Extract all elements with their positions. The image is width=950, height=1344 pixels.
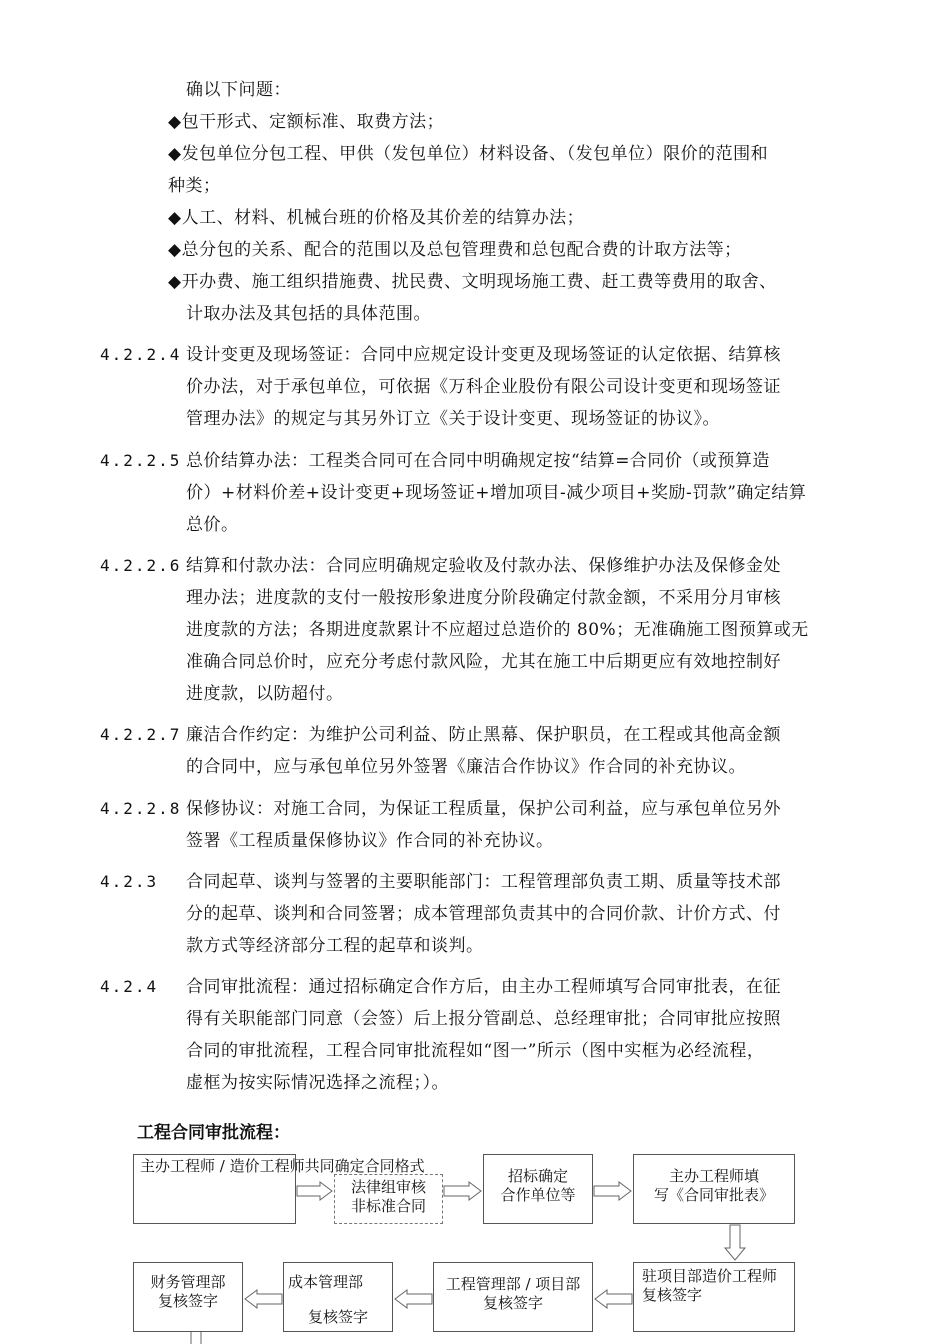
section-text: 结算和付款办法：合同应明确规定验收及付款办法、保修维护办法及保修金处 (186, 556, 781, 576)
flow-box-engineering-dept (433, 1262, 593, 1332)
section-text: 设计变更及现场签证：合同中应规定设计变更及现场签证的认定依据、结算核 (186, 345, 781, 365)
section-text: 准确合同总价时，应充分考虑付款风险，尤其在施工中后期更应有效地控制好 (186, 652, 781, 672)
section-text: 理办法；进度款的支付一般按形象进度分阶段确定付款金额，不采用分月审核 (186, 588, 781, 608)
section-text: 合同起草、谈判与签署的主要职能部门：工程管理部负责工期、质量等技术部 (186, 872, 781, 892)
section-number: 4.2.4 (100, 977, 159, 996)
flow-box-cost-dept-l1: 成本管理部 (288, 1273, 364, 1291)
section-number: 4.2.2.5 (100, 451, 182, 470)
flow-box-finance-dept-l2: 复核签字 (157, 1292, 218, 1310)
arrow-left-icon (393, 1289, 433, 1309)
section-text: 进度款的方法；各期进度款累计不应超过总造价的 80%；无准确施工图预算或无 (186, 620, 809, 640)
section-text: 总价。 (186, 515, 239, 535)
bullet-item: ◆总分包的关系、配合的范围以及总包管理费和总包配合费的计取方法等； (168, 240, 742, 260)
section-text: 的合同中，应与承包单位另外签署《廉洁合作协议》作合同的补充协议。 (186, 757, 746, 777)
bullet-item-cont: 计取办法及其包括的具体范围。 (186, 304, 431, 324)
flow-box-finance-dept (133, 1262, 243, 1332)
flow-box-fill-form-l1: 主办工程师填 (668, 1167, 759, 1185)
flow-box-site-cost-engineer-l1: 驻项目部造价工程师 (642, 1267, 778, 1285)
arrow-down-icon (186, 1332, 206, 1344)
section-number: 4.2.2.8 (100, 799, 182, 818)
section-text: 签署《工程质量保修协议》作合同的补充协议。 (186, 831, 554, 851)
bullet-item-cont: 种类； (168, 176, 221, 196)
flowchart-title: 工程合同审批流程： (137, 1123, 290, 1143)
flow-box-finance-dept-l1: 财务管理部 (150, 1273, 226, 1291)
flow-box-legal-review (334, 1174, 443, 1224)
section-text: 进度款，以防超付。 (186, 684, 344, 704)
bullet-item: ◆人工、材料、机械台班的价格及其价差的结算办法； (168, 208, 585, 228)
bullet-item: ◆开办费、施工组织措施费、扰民费、文明现场施工费、赶工费等费用的取舍、 (168, 272, 777, 292)
bullet-item: ◆包干形式、定额标准、取费方法； (168, 112, 445, 132)
arrow-down-icon (724, 1224, 746, 1262)
flow-box-cost-dept-l2: 复核签字 (308, 1308, 369, 1326)
flow-box-site-cost-engineer (633, 1262, 795, 1332)
section-number: 4.2.2.7 (100, 725, 182, 744)
section-text: 分的起草、谈判和合同签署；成本管理部负责其中的合同价款、计价方式、付 (186, 904, 781, 924)
section-text: 廉洁合作约定：为维护公司利益、防止黑幕、保护职员，在工程或其他高金额 (186, 725, 781, 745)
flow-box-tender (483, 1154, 593, 1224)
section-number: 4.2.3 (100, 872, 159, 891)
arrow-right-icon (593, 1181, 633, 1201)
section-text: 管理办法》的规定与其另外订立《关于设计变更、现场签证的协议》。 (186, 409, 720, 429)
flow-box-legal-review-l2: 非标准合同 (350, 1197, 426, 1215)
flow-box-tender-l1: 招标确定 (507, 1167, 568, 1185)
flow-box-legal-review-l1: 法律组审核 (350, 1178, 426, 1196)
section-text: 价办法，对于承包单位，可依据《万科企业股份有限公司设计变更和现场签证 (186, 377, 781, 397)
flow-box-fill-form (633, 1154, 795, 1224)
section-text: 得有关职能部门同意（会签）后上报分管副总、总经理审批；合同审批应按照 (186, 1009, 781, 1029)
arrow-right-icon (296, 1181, 334, 1201)
section-text: 保修协议：对施工合同，为保证工程质量，保护公司利益，应与承包单位另外 (186, 799, 781, 819)
flow-box-tender-l2: 合作单位等 (500, 1186, 576, 1204)
bullet-item: ◆发包单位分包工程、甲供（发包单位）材料设备、（发包单位）限价的范围和 (168, 144, 769, 164)
arrow-right-icon (443, 1181, 483, 1201)
flow-box-engineering-dept-l1: 工程管理部 / 项目部 (445, 1275, 581, 1293)
intro-text: 确以下问题： (186, 80, 291, 100)
section-number: 4.2.2.4 (100, 345, 182, 364)
section-text: 合同审批流程：通过招标确定合作方后，由主办工程师填写合同审批表，在征 (186, 977, 781, 997)
flow-box-cost-dept (283, 1262, 393, 1332)
section-text: 合同的审批流程，工程合同审批流程如“图一”所示（图中实框为必经流程， (186, 1041, 765, 1061)
section-text: 虚框为按实际情况选择之流程；）。 (186, 1073, 449, 1093)
flow-box-fill-form-l2: 写《合同审批表》 (653, 1186, 774, 1204)
flow-box-site-cost-engineer-l2: 复核签字 (642, 1286, 703, 1304)
section-text: 总价结算办法：工程类合同可在合同中明确规定按“结算=合同价（或预算造 (186, 451, 770, 471)
section-text: 款方式等经济部分工程的起草和谈判。 (186, 936, 484, 956)
arrow-left-icon (593, 1289, 633, 1309)
flow-box-engineer-format-text: 主办工程师 / 造价工程师共同确定合同格式 (140, 1157, 425, 1175)
section-number: 4.2.2.6 (100, 556, 182, 575)
flow-box-engineering-dept-l2: 复核签字 (482, 1294, 543, 1312)
section-text: 价）+材料价差+设计变更+现场签证+增加项目-减少项目+奖励-罚款”确定结算 (186, 483, 807, 503)
arrow-left-icon (243, 1289, 283, 1309)
